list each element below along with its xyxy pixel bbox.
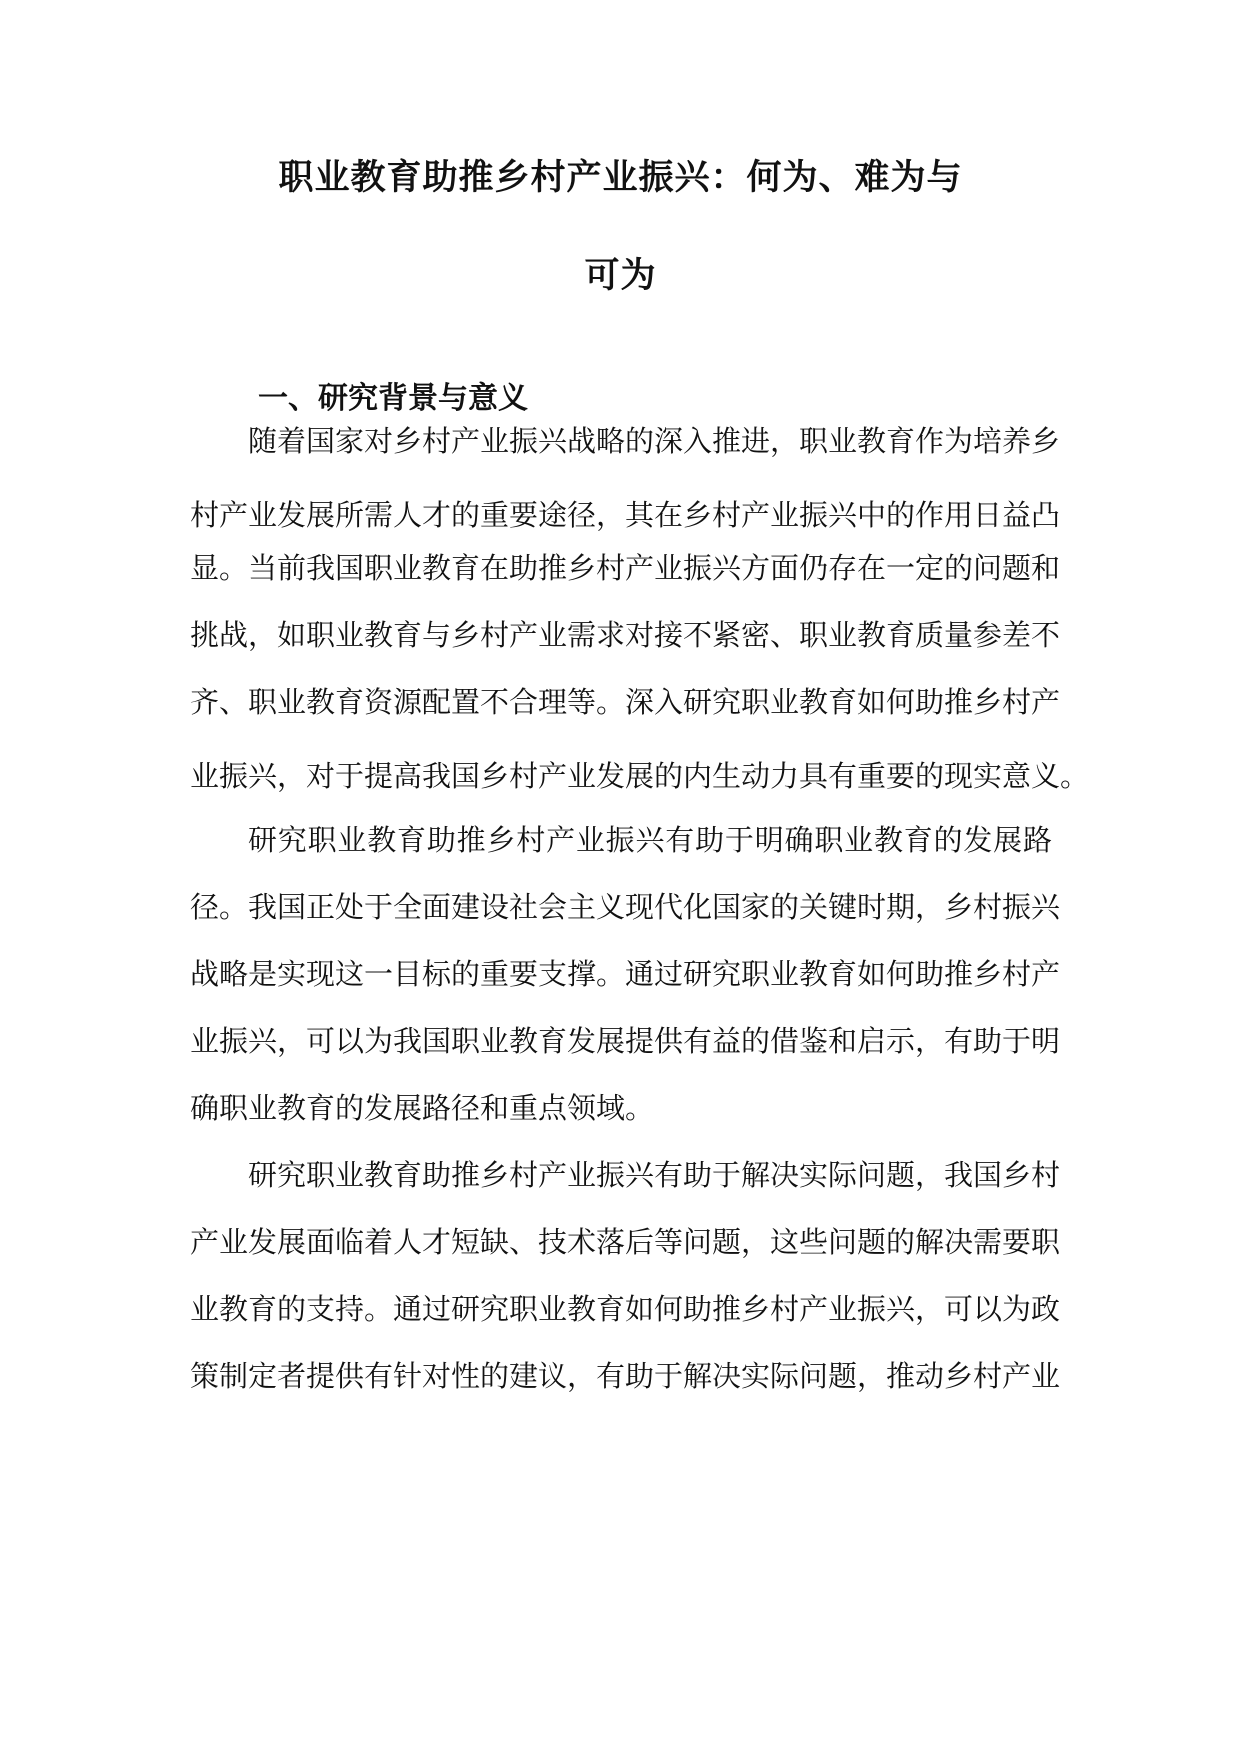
paragraph-2-line-2: 径。我国正处于全面建设社会主义现代化国家的关键时期，乡村振兴 <box>190 890 1061 924</box>
paragraph-1-line-3: 显。当前我国职业教育在助推乡村产业振兴方面仍存在一定的问题和 <box>190 551 1061 585</box>
paragraph-3-line-4: 策制定者提供有针对性的建议，有助于解决实际问题，推动乡村产业 <box>190 1359 1061 1393</box>
paragraph-1-line-1: 随着国家对乡村产业振兴战略的深入推进，职业教育作为培养乡 <box>248 424 1061 458</box>
paragraph-1-line-2: 村产业发展所需人才的重要途径，其在乡村产业振兴中的作用日益凸 <box>190 498 1061 532</box>
paragraph-3-line-2: 产业发展面临着人才短缺、技术落后等问题，这些问题的解决需要职 <box>190 1225 1061 1259</box>
document-title-line-1: 职业教育助推乡村产业振兴：何为、难为与 <box>278 157 963 198</box>
paragraph-1-line-6: 业振兴，对于提高我国乡村产业发展的内生动力具有重要的现实意义。 <box>190 759 1090 793</box>
document-title-line-2: 可为 <box>584 255 657 296</box>
paragraph-2-line-3: 战略是实现这一目标的重要支撑。通过研究职业教育如何助推乡村产 <box>190 957 1061 991</box>
section-heading: 一、研究背景与意义 <box>258 381 528 416</box>
paragraph-3-line-1: 研究职业教育助推乡村产业振兴有助于解决实际问题，我国乡村 <box>248 1158 1061 1192</box>
paragraph-2-line-1: 研究职业教育助推乡村产业振兴有助于明确职业教育的发展路 <box>248 823 1052 857</box>
paragraph-3-line-3: 业教育的支持。通过研究职业教育如何助推乡村产业振兴，可以为政 <box>190 1292 1061 1326</box>
paragraph-1-line-5: 齐、职业教育资源配置不合理等。深入研究职业教育如何助推乡村产 <box>190 685 1061 719</box>
paragraph-2-line-5: 确职业教育的发展路径和重点领域。 <box>190 1091 655 1125</box>
paragraph-2-line-4: 业振兴，可以为我国职业教育发展提供有益的借鉴和启示，有助于明 <box>190 1024 1061 1058</box>
paragraph-1-line-4: 挑战，如职业教育与乡村产业需求对接不紧密、职业教育质量参差不 <box>190 618 1061 652</box>
